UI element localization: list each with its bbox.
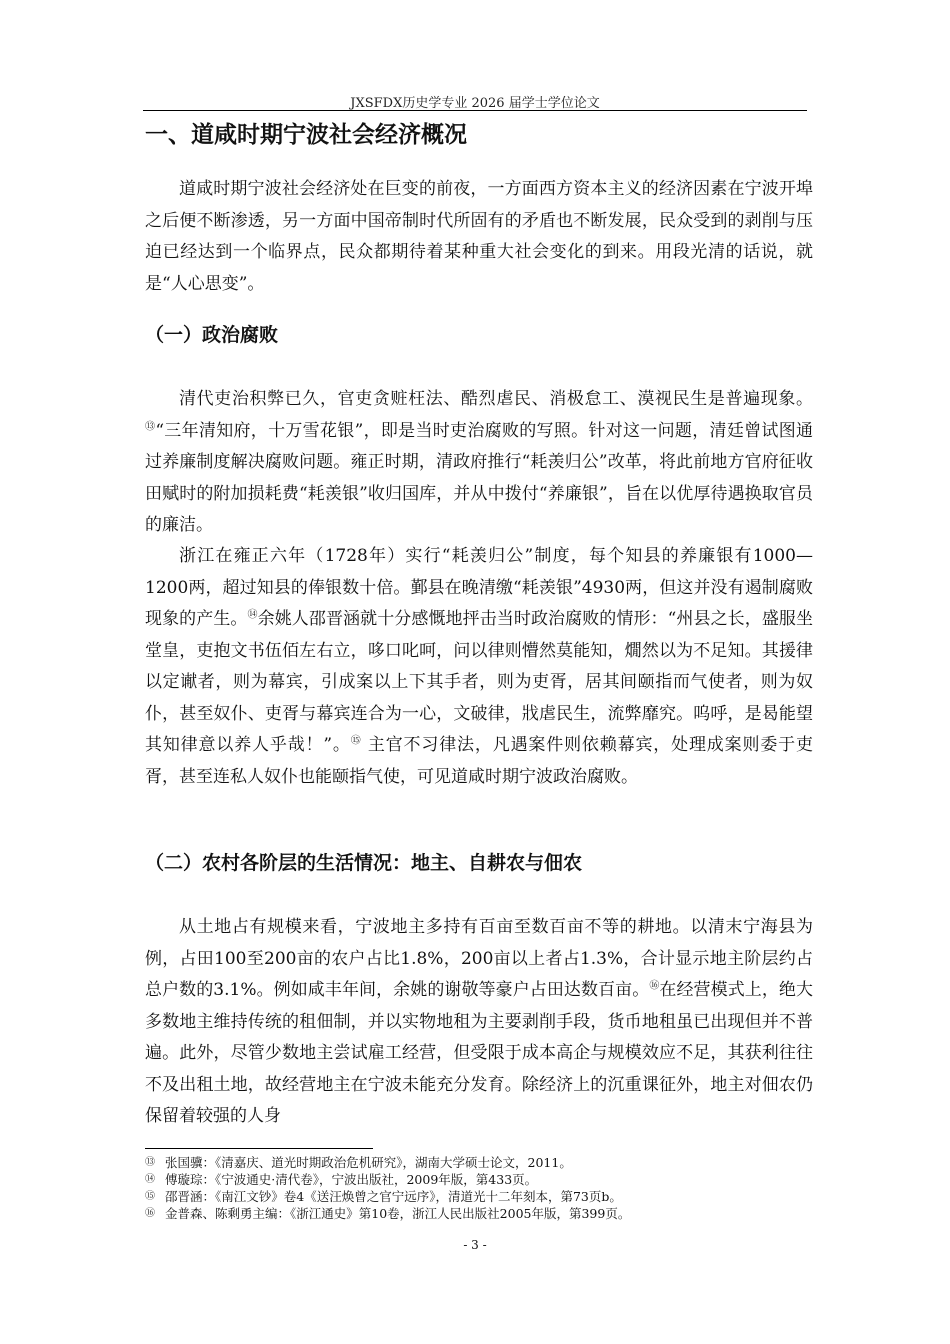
footnote-marker: ⑭ <box>145 1174 155 1185</box>
text-run: “三年清知府，十万雪花银”，即是当时吏治腐败的写照。针对这一问题，清廷曾试图通过养廉制度解决腐败问题。雍正时期，清政府推行“耗羡归公”改革，将此前地方官府征收田赋时的附加损耗费“耗羡银”收归国库，并从中拨付“养廉银”，旨在以优厚待遇换取官员的廉洁。 <box>145 420 814 535</box>
paragraph-politics-2 <box>145 541 813 793</box>
header-rule <box>143 110 807 111</box>
footnote-ref-14[interactable]: ⑭ <box>247 609 258 621</box>
footnote-item <box>145 1188 805 1205</box>
subsection-title-1: （一）政治腐败 <box>145 324 279 346</box>
footnote-marker: ⑬ <box>145 1157 155 1168</box>
footnote-item <box>145 1205 805 1222</box>
footnote-item <box>145 1154 805 1171</box>
text-run: 清代吏治积弊已久，官吏贪赃枉法、酷烈虐民、消极怠工、漠视民生是普遍现象。 <box>179 389 813 409</box>
text-run: 余姚人邵晋涵就十分感慨地抨击当时政治腐败的情形：“州县之长，盛服坐堂皇，吏抱文书伍佰左右立，哆口叱呵，问以律则懵然莫能知，燗然以为不足知。其援律以定谳者，则为幕宾，引成案以上下其手者，则为吏胥，居其间颐指而气使者，则为奴仆，甚至奴仆、吏胥与幕宾连合为一心，文破律，戕虐民生，流弊靡究。呜呼，是曷能望其知律意以养人乎哉！”。 <box>145 609 814 755</box>
footnote-item <box>145 1171 805 1188</box>
footnote-text: 金普森、陈剩勇主编：《浙江通史》第10卷，浙江人民出版社2005年版，第399页。 <box>165 1206 631 1221</box>
intro-paragraph: 道咸时期宁波社会经济处在巨变的前夜，一方面西方资本主义的经济因素在宁波开埠之后便不断渗透，另一方面中国帝制时代所固有的矛盾也不断发展，民众受到的剥削与压迫已经达到一个临界点，民众都期待着某种重大社会变化的到来。用段光清的话说，就是“人心思变”。 <box>145 179 813 294</box>
footnote-separator <box>145 1148 373 1149</box>
footnote-ref-13[interactable]: ⑬ <box>145 420 156 432</box>
text-run: 在经营模式上，绝大多数地主维持传统的租佃制，并以实物地租为主要剥削手段，货币地租虽已出现但并不普遍。此外，尽管少数地主尝试雇工经营，但受限于成本高企与规模效应不足，其获利往往不及出租土地，故经营地主在宁波未能充分发育。除经济上的沉重课征外，地主对佃农仍保留着较强的人身 <box>145 980 813 1126</box>
subsection-title-2: （二）农村各阶层的生活情况：地主、自耕农与佃农 <box>145 852 583 874</box>
page-number: - 3 - <box>463 1238 487 1252</box>
footnote-marker: ⑮ <box>145 1191 155 1202</box>
section-title: 一、道咸时期宁波社会经济概况 <box>145 122 467 148</box>
text-run: 浙江在雍正六年（1728年）实行“耗羡归公”制度，每个知县的养廉银有1000—1200两，超过知县的俸银数十倍。鄞县在晚清缴“耗羡银”4930两，但这并没有遏制腐败现象的产生。 <box>145 546 813 629</box>
text-run: 从土地占有规模来看，宁波地主多持有百亩至数百亩不等的耕地。以清末宁海县为例，占田100至200亩的农户占比1.8%，200亩以上者占1.3%，合计显示地主阶层约占总户数的3.1%。例如咸丰年间，余姚的谢敬等豪户占田达数百亩。 <box>145 917 813 1000</box>
footnote-marker: ⑯ <box>145 1208 155 1219</box>
footnote-ref-16[interactable]: ⑯ <box>649 980 660 992</box>
text-run: 主官不习律法，凡遇案件则依赖幕宾，处理成案则委于吏胥，甚至连私人奴仆也能颐指气使，可见道咸时期宁波政治腐败。 <box>145 735 813 787</box>
footnote-text: 邵晋涵：《南江文钞》卷4《送汪焕曾之官宁远序》，清道光十二年刻本，第73页b。 <box>165 1189 622 1204</box>
running-header: JXSFDX历史学专业 2026 届学士学位论文 <box>350 96 600 111</box>
footnotes <box>145 1154 805 1222</box>
footnote-text: 张国骥：《清嘉庆、道光时期政治危机研究》，湖南大学硕士论文，2011。 <box>165 1155 572 1170</box>
footnote-text: 傅璇琮：《宁波通史·清代卷》，宁波出版社，2009年版，第433页。 <box>165 1172 538 1187</box>
paragraph-politics-1 <box>145 384 813 542</box>
paragraph-rural-1 <box>145 912 813 1133</box>
footnote-ref-15[interactable]: ⑮ <box>350 735 362 747</box>
